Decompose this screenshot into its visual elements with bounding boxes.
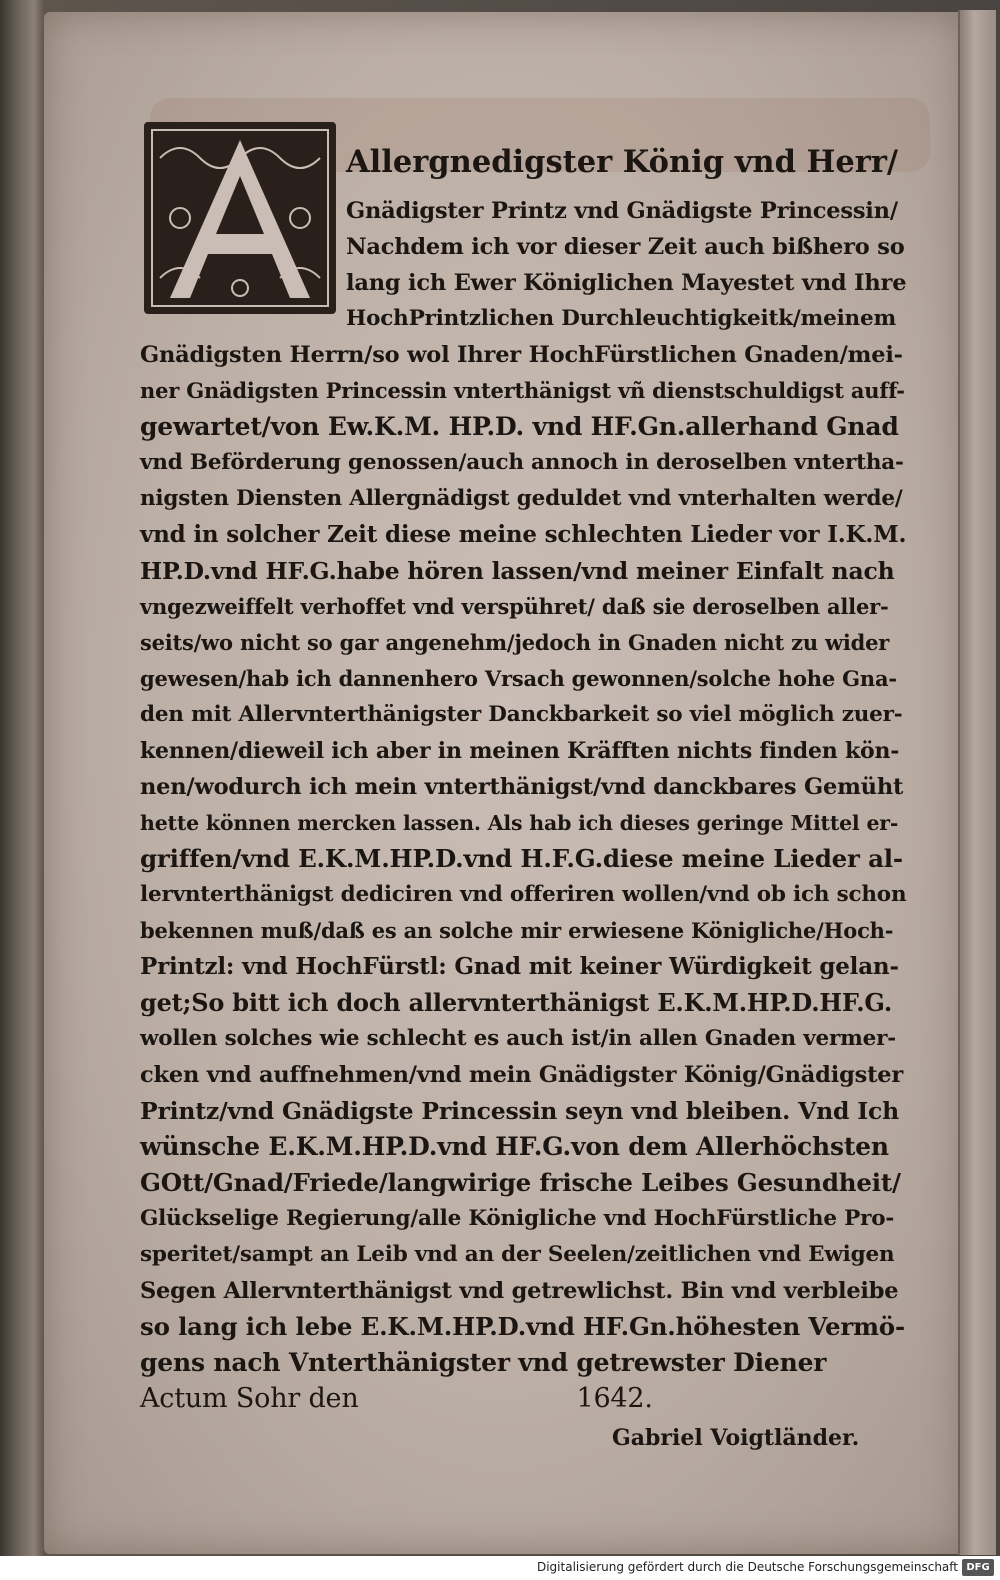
text-block <box>116 0 916 1420</box>
text-line: gewartet/von Ew.K.M. HP.D. vnd HF.Gn.allerhand Gnad <box>140 412 899 441</box>
dfg-logo: DFG <box>962 1559 994 1576</box>
text-line: seits/wo nicht so gar angenehm/jedoch in Gnaden nicht zu wider <box>140 630 890 655</box>
footer-bar <box>0 1556 1000 1580</box>
text-line: so lang ich lebe E.K.M.HP.D.vnd HF.Gn.höhesten Vermö- <box>140 1312 905 1341</box>
text-line: lervnterthänigst dediciren vnd offeriren wollen/vnd ob ich schon <box>140 882 907 907</box>
text-line: bekennen muß/daß es an solche mir erwiesene Königliche/Hoch- <box>140 918 894 943</box>
text-line: Glückselige Regierung/alle Königliche vnd HochFürstliche Pro- <box>140 1206 895 1231</box>
text-line: vnd in solcher Zeit diese meine schlechten Lieder vor I.K.M. <box>140 521 907 548</box>
text-line: vnd Beförderung genossen/auch annoch in deroselben vntertha- <box>140 450 904 475</box>
text-line: GOtt/Gnad/Friede/langwirige frische Leibes Gesundheit/ <box>140 1168 901 1197</box>
text-line: nigsten Diensten Allergnädigst geduldet vnd vnterhalten werde/ <box>140 486 903 511</box>
text-line: Printz/vnd Gnädigste Princessin seyn vnd bleiben. Vnd Ich <box>140 1097 900 1125</box>
text-line: Allergnedigster König vnd Herr/ <box>346 144 899 180</box>
date-line: Actum Sohr den 1642. <box>140 1383 653 1414</box>
text-line: kennen/dieweil ich aber in meinen Kräfften nichts finden kön- <box>140 738 900 764</box>
text-line: cken vnd auffnehmen/vnd mein Gnädigster König/Gnädigster <box>140 1062 904 1088</box>
text-line: HochPrintzlichen Durchleuchtigkeitk/meinem <box>346 306 897 331</box>
text-line: wünsche E.K.M.HP.D.vnd HF.G.von dem Allerhöchsten <box>140 1132 889 1161</box>
text-line: lang ich Ewer Königlichen Mayestet vnd Ihre <box>346 270 907 296</box>
text-line: hette können mercken lassen. Als hab ich dieses geringe Mittel er- <box>140 811 899 835</box>
text-line: Gnädigster Printz vnd Gnädigste Princessin/ <box>346 198 898 224</box>
text-line: Gnädigsten Herrn/so wol Ihrer HochFürstlichen Gnaden/mei- <box>140 342 903 368</box>
signature: Gabriel Voigtländer. <box>612 1425 860 1451</box>
text-line: ner Gnädigsten Princessin vnterthänigst vñ dienstschuldigst auff- <box>140 378 905 403</box>
text-line: nen/wodurch ich mein vnterthänigst/vnd danckbares Gemüht <box>140 774 904 800</box>
text-line: griffen/vnd E.K.M.HP.D.vnd H.F.G.diese meine Lieder al- <box>140 844 903 873</box>
text-line: Nachdem ich vor dieser Zeit auch bißhero so <box>346 234 905 260</box>
text-line: den mit Allervnterthänigster Danckbarkeit so viel möglich zuer- <box>140 702 903 727</box>
text-line: gens nach Vnterthänigster vnd getrewster Diener <box>140 1348 827 1377</box>
text-line: wollen solches wie schlecht es auch ist/in allen Gnaden vermer- <box>140 1026 897 1051</box>
text-line: Segen Allervnterthänigst vnd getrewlichst. Bin vnd verbleibe <box>140 1278 899 1304</box>
text-line: get;So bitt ich doch allervnterthänigst E.K.M.HP.D.HF.G. <box>140 988 892 1017</box>
text-line: gewesen/hab ich dannenhero Vrsach gewonnen/solche hohe Gna- <box>140 666 897 691</box>
text-line: vngezweiffelt verhoffet vnd verspühret/ daß sie deroselben aller- <box>140 594 889 619</box>
footer-credit: Digitalisierung gefördert durch die Deutsche Forschungsgemeinschaft <box>536 1560 958 1574</box>
text-line: HP.D.vnd HF.G.habe hören lassen/vnd meiner Einfalt nach <box>140 557 895 585</box>
text-line: Printzl: vnd HochFürstl: Gnad mit keiner Würdigkeit gelan- <box>140 953 899 980</box>
page-edge <box>958 10 996 1555</box>
text-line: speritet/sampt an Leib vnd an der Seelen/zeitlichen vnd Ewigen <box>140 1242 895 1267</box>
